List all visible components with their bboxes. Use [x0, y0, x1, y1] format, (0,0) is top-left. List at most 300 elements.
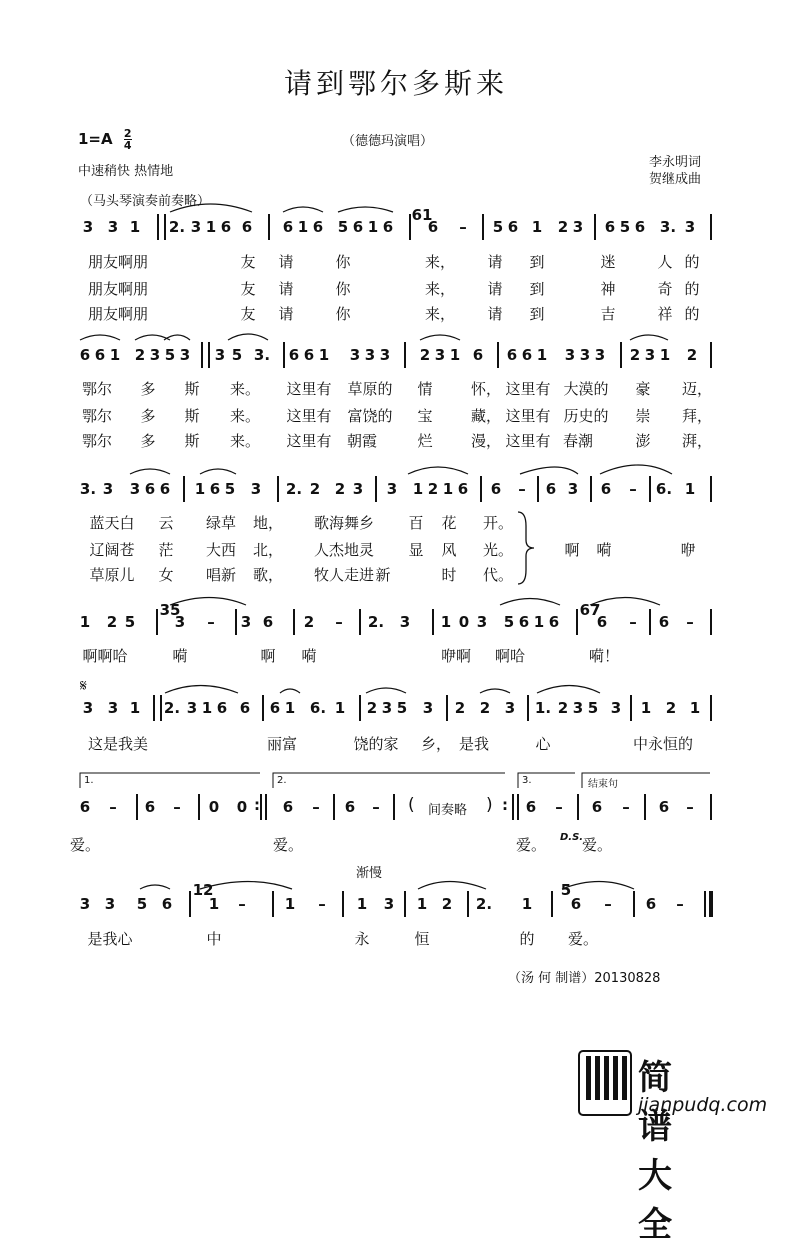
note: 6	[591, 798, 603, 816]
barline	[512, 794, 514, 820]
note: 2	[427, 480, 439, 498]
notation-row-4	[0, 601, 792, 637]
lyrics-row-2-verse-3	[0, 430, 792, 450]
ending-final-label: 结束句	[588, 779, 618, 790]
lyric: 富饶的	[347, 407, 393, 425]
note: 1	[521, 895, 533, 913]
lyric: 咿啊	[440, 647, 472, 665]
note: 1	[684, 480, 696, 498]
lyric: 祥	[657, 305, 673, 323]
barline	[156, 609, 158, 635]
slur	[283, 207, 323, 212]
barline	[633, 891, 635, 917]
note: 6.	[655, 480, 673, 498]
note: 3	[572, 699, 584, 717]
note: 6.	[309, 699, 327, 717]
lyrics-row-2-verse-1	[0, 378, 792, 398]
lyric: 的	[519, 930, 535, 948]
note: 6	[600, 480, 612, 498]
grace-note: 67	[579, 601, 601, 619]
lyric: 饶的家	[353, 735, 399, 753]
slur	[420, 335, 460, 340]
note: 3	[82, 699, 94, 717]
note: 2	[686, 346, 698, 364]
lyrics-row-3-verse-1	[0, 512, 792, 532]
lyric: 嗬	[596, 541, 612, 559]
note: 3	[107, 218, 119, 236]
barline	[590, 476, 592, 502]
lyric: 神	[600, 280, 616, 298]
lyrics-row-1-verse-3	[0, 303, 792, 323]
note: 0	[208, 798, 220, 816]
paren-open: (	[408, 795, 415, 815]
note: 5	[224, 480, 236, 498]
lyrics-row-1-verse-2	[0, 278, 792, 298]
lyric: 啊哈	[494, 647, 526, 665]
barline	[497, 342, 499, 368]
slur	[590, 598, 660, 606]
note: 5	[231, 346, 243, 364]
note: 6	[216, 699, 228, 717]
note: –	[686, 613, 694, 631]
grace-note: 5	[560, 881, 572, 899]
lyric: 烂	[417, 432, 433, 450]
note: –	[318, 895, 326, 913]
note: 1	[201, 699, 213, 717]
note: 3	[104, 895, 116, 913]
barline	[710, 342, 712, 368]
note: 2	[106, 613, 118, 631]
note: 1	[334, 699, 346, 717]
slur	[130, 469, 170, 474]
note: –	[207, 613, 215, 631]
note: 6	[658, 798, 670, 816]
lyric: 人杰地灵	[313, 541, 375, 559]
barline	[649, 476, 651, 502]
note: 5	[164, 346, 176, 364]
lyric: 牧人走进	[313, 566, 375, 584]
barline	[649, 609, 651, 635]
barline	[620, 342, 622, 368]
lyric: 女	[158, 566, 174, 584]
lyric: 豪	[635, 380, 651, 398]
note: 3	[434, 346, 446, 364]
intro-note: （马头琴演奏前奏略）	[80, 194, 211, 209]
note: 3	[383, 895, 395, 913]
note: –	[238, 895, 246, 913]
slur	[140, 885, 170, 889]
lyric: 地，	[252, 514, 284, 532]
barline	[208, 342, 210, 368]
note: 2	[366, 699, 378, 717]
lyric: 爱。	[69, 836, 101, 854]
note: 3	[240, 613, 252, 631]
note: 5	[492, 218, 504, 236]
time-denominator: 4	[123, 139, 132, 152]
key-signature	[78, 128, 132, 151]
barline	[201, 342, 203, 368]
slur	[408, 467, 468, 474]
lyric: 到	[529, 280, 545, 298]
lyric: 来，	[424, 253, 456, 271]
lyric: 辽阔苍	[89, 541, 135, 559]
note: 6	[282, 798, 294, 816]
barline	[235, 609, 237, 635]
note: 3	[476, 613, 488, 631]
ritardando-marking: 渐慢	[356, 866, 383, 881]
note: 3	[644, 346, 656, 364]
note: 2	[629, 346, 641, 364]
barline	[537, 476, 539, 502]
barline	[409, 214, 411, 240]
note: 6	[518, 613, 530, 631]
note: 6	[427, 218, 439, 236]
lyric: 这里有	[286, 380, 332, 398]
lyric: 这里有	[505, 380, 551, 398]
lyric: 茫	[158, 541, 174, 559]
ending-3-label: 3.	[522, 775, 532, 786]
note: 6	[144, 798, 156, 816]
note: 1	[129, 699, 141, 717]
note: 1	[194, 480, 206, 498]
lyric: 丽富	[266, 735, 298, 753]
note: 1	[284, 895, 296, 913]
barline	[375, 476, 377, 502]
note: 5	[337, 218, 349, 236]
note: 0	[236, 798, 248, 816]
barline	[268, 214, 270, 240]
barline	[467, 891, 469, 917]
barline	[393, 794, 395, 820]
note: 1	[640, 699, 652, 717]
note: 1	[440, 613, 452, 631]
lyric: 绿草	[205, 514, 237, 532]
note: 1	[689, 699, 701, 717]
barline	[164, 214, 166, 240]
lyric: 请	[487, 305, 503, 323]
note: 3.	[659, 218, 677, 236]
lyric: 多	[140, 432, 156, 450]
note: 1	[284, 699, 296, 717]
key-label: 1=A	[78, 130, 113, 148]
note: 3	[564, 346, 576, 364]
lyric: 啊	[564, 541, 580, 559]
lyric: 朋友啊朋	[87, 305, 149, 323]
note: 6	[144, 480, 156, 498]
barline	[432, 609, 434, 635]
notation-row-1	[0, 206, 792, 242]
barline	[480, 476, 482, 502]
note: 2	[557, 218, 569, 236]
lyric: 藏，	[470, 407, 502, 425]
lyric: 斯	[184, 380, 200, 398]
lyric: 百	[408, 514, 424, 532]
lyric: 啊	[260, 647, 276, 665]
lyric: 历史的	[563, 407, 609, 425]
slur	[228, 334, 268, 340]
barline	[577, 794, 579, 820]
barline	[404, 891, 406, 917]
lyric: 崇	[635, 407, 651, 425]
note: 6	[262, 613, 274, 631]
lyric: 显	[408, 541, 424, 559]
barline	[262, 695, 264, 721]
lyric: 请	[278, 305, 294, 323]
lyric: 爱。	[581, 836, 613, 854]
note: 1	[297, 218, 309, 236]
note: 6	[269, 699, 281, 717]
lyrics-row-2-verse-2	[0, 405, 792, 425]
barline	[446, 695, 448, 721]
lyric: 光。	[482, 541, 514, 559]
note: 1	[416, 895, 428, 913]
lyrics-row-5	[0, 733, 792, 753]
barline	[710, 214, 712, 240]
lyric: 请	[487, 253, 503, 271]
note: 6	[645, 895, 657, 913]
lyric: 是我心	[87, 930, 133, 948]
note: 3	[102, 480, 114, 498]
lyric: 蓝天白	[89, 514, 135, 532]
note: 2	[334, 480, 346, 498]
time-numerator: 2	[123, 127, 132, 140]
note: 1	[208, 895, 220, 913]
barline	[183, 476, 185, 502]
note: 2	[309, 480, 321, 498]
note: –	[335, 613, 343, 631]
slur	[80, 335, 120, 340]
lyric: 嗬	[301, 647, 317, 665]
note: 1	[367, 218, 379, 236]
note: –	[686, 798, 694, 816]
note: 3	[364, 346, 376, 364]
note: 6	[352, 218, 364, 236]
lyric: 心	[535, 735, 551, 753]
composer: 贺继成曲	[649, 172, 702, 187]
note: 2	[557, 699, 569, 717]
lyric: 怀，	[470, 380, 502, 398]
barline	[283, 342, 285, 368]
note: 3	[381, 699, 393, 717]
note: 3	[186, 699, 198, 717]
note: 6	[457, 480, 469, 498]
note: 1	[129, 218, 141, 236]
slur	[164, 335, 190, 340]
note: 6	[604, 218, 616, 236]
note: 0	[458, 613, 470, 631]
final-barline-thick	[709, 891, 713, 917]
barline	[359, 609, 361, 635]
barline	[710, 695, 712, 721]
note: –	[629, 613, 637, 631]
note: 3.	[253, 346, 271, 364]
lyric: 请	[278, 280, 294, 298]
lyric: 朝霞	[346, 432, 378, 450]
note: 3	[214, 346, 226, 364]
lyric: 啊啊哈	[82, 647, 128, 665]
note: 5	[136, 895, 148, 913]
note: 6	[303, 346, 315, 364]
barline	[527, 695, 529, 721]
note: –	[109, 798, 117, 816]
lyric: 唱新	[205, 566, 237, 584]
time-signature	[124, 128, 132, 151]
note: 6	[525, 798, 537, 816]
barline	[551, 891, 553, 917]
note: 3	[174, 613, 186, 631]
note: 6	[159, 480, 171, 498]
slur	[537, 686, 600, 694]
lyric: 这里有	[286, 407, 332, 425]
note: 6	[344, 798, 356, 816]
note: 6	[288, 346, 300, 364]
note: –	[604, 895, 612, 913]
note: 6	[241, 218, 253, 236]
lyric: 云	[158, 514, 174, 532]
note: 2	[303, 613, 315, 631]
lyric: 嗬！	[588, 647, 620, 665]
note: 2.	[475, 895, 493, 913]
note: 6	[94, 346, 106, 364]
slur	[562, 882, 634, 890]
note: 1	[318, 346, 330, 364]
note: 6	[545, 480, 557, 498]
slur	[630, 335, 668, 340]
notation-row-6	[0, 796, 792, 822]
note: –	[676, 895, 684, 913]
lyric: 歌，	[252, 566, 284, 584]
lyric: 风	[441, 541, 457, 559]
lyric: 友	[240, 305, 256, 323]
paren-close: )	[486, 795, 493, 815]
note: 3	[572, 218, 584, 236]
watermark-url: jianpudq.com	[638, 1094, 768, 1116]
note: 2.	[285, 480, 303, 498]
lyric: 请	[487, 280, 503, 298]
lyrics-row-1-verse-1	[0, 251, 792, 271]
note: 1	[109, 346, 121, 364]
barline	[710, 609, 712, 635]
slur	[280, 689, 300, 693]
lyric: 漫，	[470, 432, 502, 450]
note: 3	[610, 699, 622, 717]
page-title: 请到鄂尔多斯来	[283, 67, 508, 100]
lyric: 是我	[458, 735, 490, 753]
lyric: 澎	[635, 432, 651, 450]
grace-note: 12	[192, 881, 214, 899]
barline	[482, 214, 484, 240]
lyric: 迈，	[681, 380, 713, 398]
note: –	[173, 798, 181, 816]
lyric: 的	[684, 305, 700, 323]
note: 1	[531, 218, 543, 236]
barline	[198, 794, 200, 820]
lyric: 斯	[184, 432, 200, 450]
lyric: 到	[529, 253, 545, 271]
barline	[576, 609, 578, 635]
note: 3	[567, 480, 579, 498]
lyric: 来，	[424, 305, 456, 323]
note: 6	[312, 218, 324, 236]
lyric: 宝	[417, 407, 433, 425]
note: –	[518, 480, 526, 498]
lyric: 开。	[482, 514, 514, 532]
barline	[260, 794, 262, 820]
performer: （德德玛演唱）	[342, 134, 434, 149]
note: –	[629, 480, 637, 498]
note: 2	[134, 346, 146, 364]
lyric: 你	[335, 253, 351, 271]
barline	[710, 794, 712, 820]
lyric: 中	[206, 930, 222, 948]
note: 6	[521, 346, 533, 364]
lyric: 奇	[657, 280, 673, 298]
note: 6	[161, 895, 173, 913]
note: –	[312, 798, 320, 816]
note: 2	[454, 699, 466, 717]
lyric: 代。	[482, 566, 514, 584]
barline	[189, 891, 191, 917]
lyric: 你	[335, 280, 351, 298]
note: 6	[506, 346, 518, 364]
piano-logo-icon	[578, 1050, 632, 1116]
barline	[359, 695, 361, 721]
lyric: 你	[335, 305, 351, 323]
lyric: 这里有	[505, 432, 551, 450]
slur	[520, 467, 578, 474]
barline	[160, 695, 162, 721]
note: 3	[82, 218, 94, 236]
note: 6	[658, 613, 670, 631]
note: 6	[79, 346, 91, 364]
lyric: 吉	[600, 305, 616, 323]
lyric: 的	[684, 280, 700, 298]
lyrics-row-3-verse-3	[0, 564, 792, 584]
note: 3	[684, 218, 696, 236]
note: 6	[490, 480, 502, 498]
lyric: 来。	[229, 407, 261, 425]
slur	[480, 689, 510, 693]
note: 3	[349, 346, 361, 364]
slur	[366, 688, 406, 693]
slur	[165, 686, 238, 694]
note: 3	[386, 480, 398, 498]
note: 1	[412, 480, 424, 498]
barline	[293, 609, 295, 635]
note: 3	[149, 346, 161, 364]
lyric: 来。	[229, 380, 261, 398]
lyric: 恒	[414, 930, 430, 948]
lyric: 多	[140, 380, 156, 398]
note: 3	[422, 699, 434, 717]
note: 6	[382, 218, 394, 236]
lyric: 湃，	[681, 432, 713, 450]
note: 3	[379, 346, 391, 364]
note: 6	[634, 218, 646, 236]
lyric: 拜，	[681, 407, 713, 425]
lyric: 朋友啊朋	[87, 280, 149, 298]
barline	[644, 794, 646, 820]
lyric: 春潮	[562, 432, 594, 450]
lyric: 请	[278, 253, 294, 271]
lyric: 鄂尔	[81, 407, 113, 425]
note: 3	[107, 699, 119, 717]
lyric: 这里有	[286, 432, 332, 450]
volta-brackets	[70, 770, 720, 790]
lyric: 咿	[680, 541, 696, 559]
lyric: 迷	[600, 253, 616, 271]
note: –	[555, 798, 563, 816]
